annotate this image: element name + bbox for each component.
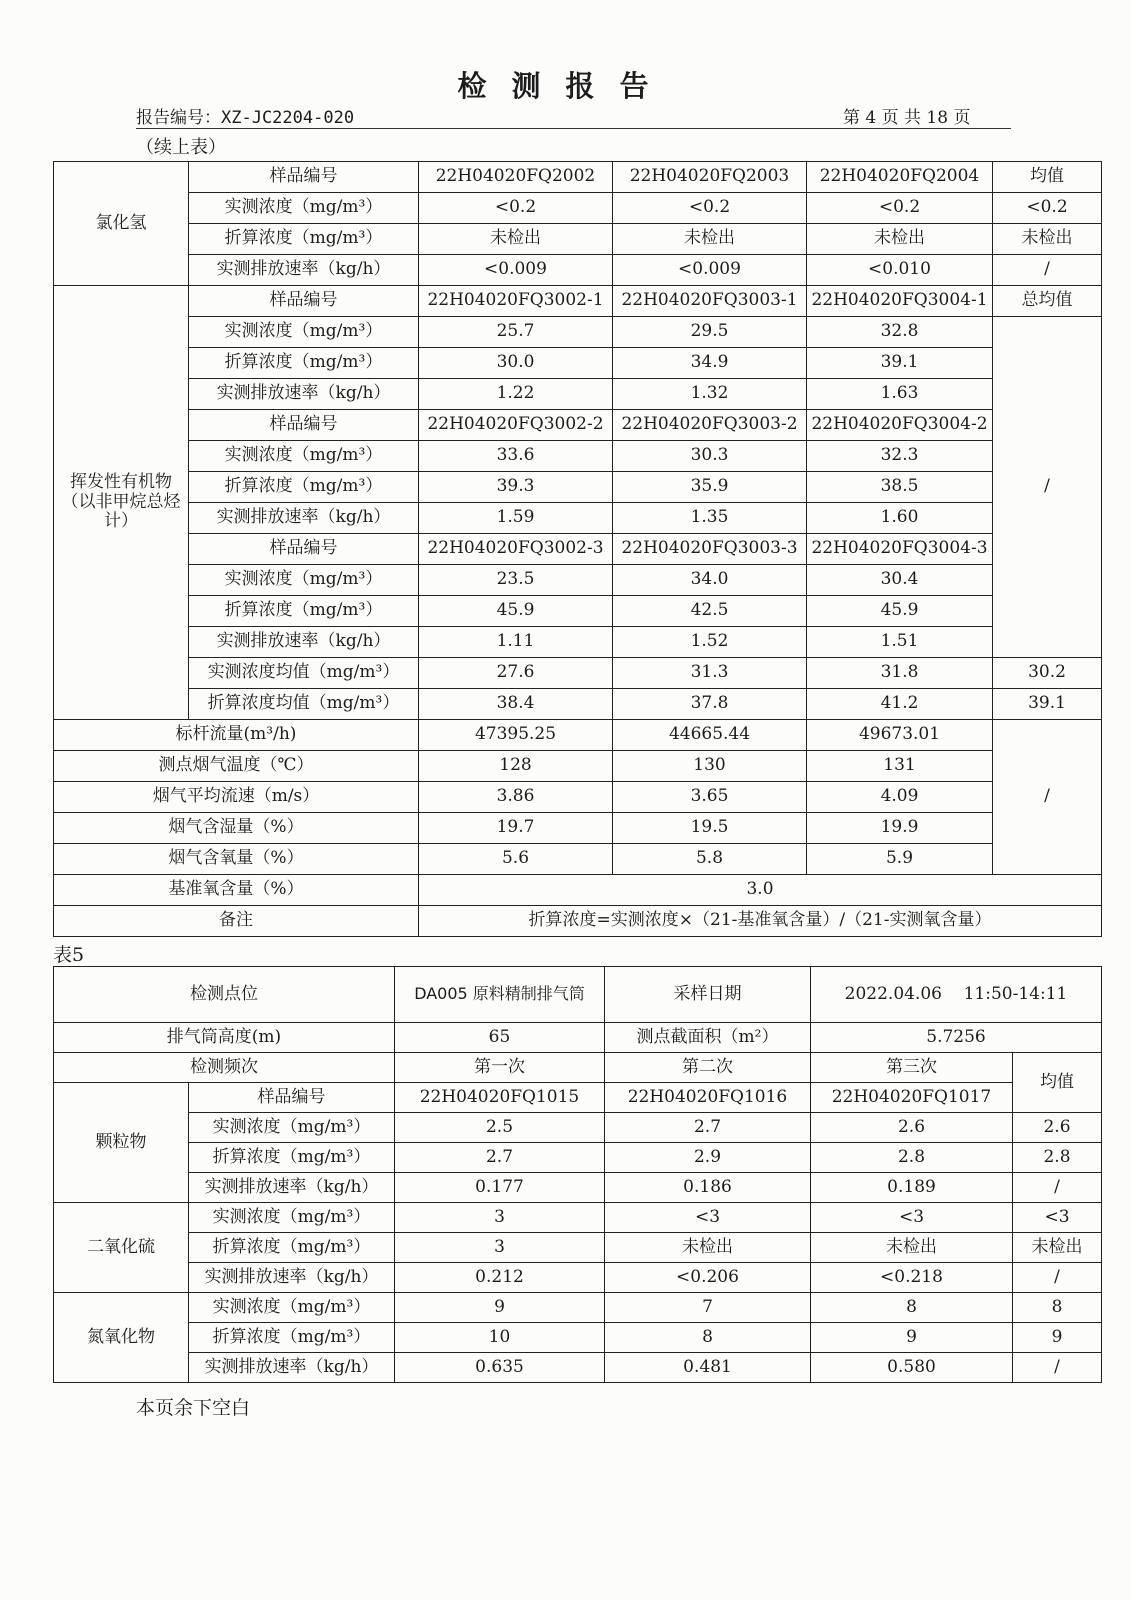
table-cell: 2.8 — [811, 1143, 1013, 1173]
table-cell: 0.580 — [811, 1353, 1013, 1383]
row-label: 折算浓度（mg/m³） — [189, 472, 419, 503]
continued-note: （续上表） — [136, 137, 226, 158]
row-label: 样品编号 — [189, 410, 419, 441]
table-cell: 9 — [811, 1323, 1013, 1353]
table-cell: 29.5 — [613, 317, 807, 348]
sample-id: 22H04020FQ2002 — [419, 162, 613, 193]
table-cell: 130 — [613, 751, 807, 782]
table-cell: 未检出 — [1013, 1233, 1102, 1263]
table-cell: 30.3 — [613, 441, 807, 472]
table-cell: 39.3 — [419, 472, 613, 503]
row-label: 烟气含湿量（%） — [54, 813, 419, 844]
row-label: 实测排放速率（kg/h） — [189, 503, 419, 534]
table-cell: 32.3 — [807, 441, 993, 472]
table-row — [54, 410, 1102, 441]
table-cell: 35.9 — [613, 472, 807, 503]
table-cell: 38.5 — [807, 472, 993, 503]
row-label: 折算浓度（mg/m³） — [189, 1323, 395, 1353]
table-row — [54, 1113, 1102, 1143]
table-row — [54, 224, 1102, 255]
table-row — [54, 286, 1102, 317]
table-row — [54, 813, 1102, 844]
table-cell: 0.189 — [811, 1173, 1013, 1203]
table-cell: 3.65 — [613, 782, 807, 813]
table-cell: 128 — [419, 751, 613, 782]
table-cell: 2.7 — [395, 1143, 605, 1173]
table-cell: 1.35 — [613, 503, 807, 534]
cross-section-area: 5.7256 — [811, 1023, 1102, 1053]
row-label: 采样日期 — [605, 967, 811, 1023]
table-cell: <0.010 — [807, 255, 993, 286]
table-cell: 1.51 — [807, 627, 993, 658]
sample-id: 22H04020FQ3002-3 — [419, 534, 613, 565]
table-cell: 3 — [395, 1233, 605, 1263]
row-label: 实测浓度（mg/m³） — [189, 565, 419, 596]
row-label: 样品编号 — [189, 534, 419, 565]
table-cell: 41.2 — [807, 689, 993, 720]
table-cell: 2.5 — [395, 1113, 605, 1143]
table-cell: 1.11 — [419, 627, 613, 658]
table-cell: 8 — [811, 1293, 1013, 1323]
table-cell: 45.9 — [807, 596, 993, 627]
table-cell: 33.6 — [419, 441, 613, 472]
table-cell: 未检出 — [993, 224, 1102, 255]
pollutant-name-particulate: 颗粒物 — [54, 1083, 189, 1203]
row-label: 样品编号 — [189, 286, 419, 317]
table-cell: 27.6 — [419, 658, 613, 689]
sample-id: 22H04020FQ3004-3 — [807, 534, 993, 565]
table-row — [54, 596, 1102, 627]
table-cell: 25.7 — [419, 317, 613, 348]
table-cell: 31.3 — [613, 658, 807, 689]
table-row — [54, 875, 1102, 906]
row-label: 折算浓度（mg/m³） — [189, 596, 419, 627]
pollutant-name-hcl: 氯化氢 — [54, 162, 189, 286]
table-cell: 5.6 — [419, 844, 613, 875]
table-cell: 0.635 — [395, 1353, 605, 1383]
table-row — [54, 1173, 1102, 1203]
pollutant-name-so2: 二氧化硫 — [54, 1203, 189, 1293]
table-row — [54, 472, 1102, 503]
table-cell: <0.2 — [419, 193, 613, 224]
row-label: 实测排放速率（kg/h） — [189, 627, 419, 658]
table-cell: 5.9 — [807, 844, 993, 875]
table-row — [54, 503, 1102, 534]
sample-id: 22H04020FQ1015 — [395, 1083, 605, 1113]
sample-id: 22H04020FQ3003-3 — [613, 534, 807, 565]
run-header: 第一次 — [395, 1053, 605, 1083]
table-cell: 31.8 — [807, 658, 993, 689]
row-label: 实测浓度（mg/m³） — [189, 1293, 395, 1323]
table-row — [54, 689, 1102, 720]
row-label: 实测浓度（mg/m³） — [189, 193, 419, 224]
table-cell: 未检出 — [419, 224, 613, 255]
mean-header: 均值 — [993, 162, 1102, 193]
row-label: 烟气含氧量（%） — [54, 844, 419, 875]
row-label: 测点截面积（m²） — [605, 1023, 811, 1053]
table-cell: 49673.01 — [807, 720, 993, 751]
table-cell: <0.009 — [613, 255, 807, 286]
table-cell: / — [1013, 1263, 1102, 1293]
table-row — [54, 844, 1102, 875]
row-label: 实测排放速率（kg/h） — [189, 379, 419, 410]
table-row — [54, 193, 1102, 224]
table-cell: 7 — [605, 1293, 811, 1323]
table-row — [54, 1353, 1102, 1383]
table-cell: 1.60 — [807, 503, 993, 534]
table-cell: 0.177 — [395, 1173, 605, 1203]
table-cell: 2.6 — [1013, 1113, 1102, 1143]
table-cell: 42.5 — [613, 596, 807, 627]
table-cell: 8 — [605, 1323, 811, 1353]
remark-formula: 折算浓度=实测浓度×（21-基准氧含量）/（21-实测氧含量） — [419, 906, 1102, 937]
table-cell: 19.5 — [613, 813, 807, 844]
table-cell: 47395.25 — [419, 720, 613, 751]
table-cell: 30.4 — [807, 565, 993, 596]
table-row — [54, 565, 1102, 596]
table-cell: <0.206 — [605, 1263, 811, 1293]
table-row — [54, 1293, 1102, 1323]
table-cell: 1.63 — [807, 379, 993, 410]
table-cell: / — [1013, 1353, 1102, 1383]
table-cell: 10 — [395, 1323, 605, 1353]
header-divider — [136, 128, 1011, 129]
table-row — [54, 1203, 1102, 1233]
row-label: 样品编号 — [189, 162, 419, 193]
table-cell: 2.6 — [811, 1113, 1013, 1143]
table-row — [54, 1323, 1102, 1353]
row-label: 折算浓度均值（mg/m³） — [189, 689, 419, 720]
row-label: 折算浓度（mg/m³） — [189, 1143, 395, 1173]
table-row — [54, 720, 1102, 751]
report-title: 检测报告 — [457, 69, 674, 103]
table-cell: 0.186 — [605, 1173, 811, 1203]
table-row — [54, 627, 1102, 658]
table-row — [54, 782, 1102, 813]
pollutant-name-voc: 挥发性有机物（以非甲烷总烃计） — [54, 286, 189, 720]
table-cell: 3.0 — [419, 875, 1102, 906]
table-cell: 44665.44 — [613, 720, 807, 751]
table-row — [54, 255, 1102, 286]
table-cell: 1.52 — [613, 627, 807, 658]
table-row — [54, 441, 1102, 472]
sample-id: 22H04020FQ1017 — [811, 1083, 1013, 1113]
sampling-date: 2022.04.06 11:50-14:11 — [811, 967, 1102, 1023]
table-cell: 4.09 — [807, 782, 993, 813]
table-cell: 39.1 — [993, 689, 1102, 720]
table-cell: 39.1 — [807, 348, 993, 379]
run-header: 第二次 — [605, 1053, 811, 1083]
table-row — [54, 379, 1102, 410]
monitoring-point: DA005 原料精制排气筒 — [395, 967, 605, 1023]
sample-id: 22H04020FQ3004-1 — [807, 286, 993, 317]
table-row — [54, 348, 1102, 379]
row-label: 测点烟气温度（℃） — [54, 751, 419, 782]
row-label: 实测浓度（mg/m³） — [189, 441, 419, 472]
table-cell: / — [993, 720, 1102, 875]
sample-id: 22H04020FQ2004 — [807, 162, 993, 193]
sample-id: 22H04020FQ3002-1 — [419, 286, 613, 317]
row-label: 折算浓度（mg/m³） — [189, 348, 419, 379]
table-cell: <3 — [1013, 1203, 1102, 1233]
table-cell: 3.86 — [419, 782, 613, 813]
table-cell: 1.32 — [613, 379, 807, 410]
table-cell: 8 — [1013, 1293, 1102, 1323]
sample-id: 22H04020FQ1016 — [605, 1083, 811, 1113]
emission-table-5 — [53, 966, 1102, 1383]
table-cell: 1.59 — [419, 503, 613, 534]
page-footer-note: 本页余下空白 — [136, 1397, 251, 1419]
run-header: 第三次 — [811, 1053, 1013, 1083]
table-row — [54, 1263, 1102, 1293]
table-row — [54, 751, 1102, 782]
emission-table-continued — [53, 161, 1102, 937]
table-cell: 1.22 — [419, 379, 613, 410]
row-label: 检测点位 — [54, 967, 395, 1023]
table-cell: 2.8 — [1013, 1143, 1102, 1173]
sample-id: 22H04020FQ3002-2 — [419, 410, 613, 441]
table-cell: / — [993, 255, 1102, 286]
table-cell: 30.0 — [419, 348, 613, 379]
table-cell: <3 — [811, 1203, 1013, 1233]
table-cell: 19.9 — [807, 813, 993, 844]
table-cell: 19.7 — [419, 813, 613, 844]
table-cell: <0.2 — [613, 193, 807, 224]
table-cell: 2.7 — [605, 1113, 811, 1143]
row-label: 标杆流量(m³/h) — [54, 720, 419, 751]
row-label: 备注 — [54, 906, 419, 937]
page-info: 第 4 页 共 18 页 — [843, 108, 971, 128]
row-label: 实测排放速率（kg/h） — [189, 255, 419, 286]
table-cell: 3 — [395, 1203, 605, 1233]
row-label: 折算浓度（mg/m³） — [189, 1233, 395, 1263]
table-cell: 2.9 — [605, 1143, 811, 1173]
table-caption: 表5 — [53, 944, 85, 966]
table-cell: 未检出 — [613, 224, 807, 255]
table-cell: 131 — [807, 751, 993, 782]
table-cell: <0.009 — [419, 255, 613, 286]
row-label: 排气筒高度(m) — [54, 1023, 395, 1053]
table-cell: 未检出 — [807, 224, 993, 255]
sample-id: 22H04020FQ3004-2 — [807, 410, 993, 441]
row-label: 实测浓度（mg/m³） — [189, 1113, 395, 1143]
row-label: 实测浓度（mg/m³） — [189, 1203, 395, 1233]
table-row — [54, 967, 1102, 1023]
table-row — [54, 1023, 1102, 1053]
pollutant-name-nox: 氮氧化物 — [54, 1293, 189, 1383]
table-cell: 5.8 — [613, 844, 807, 875]
table-cell: 32.8 — [807, 317, 993, 348]
table-row — [54, 162, 1102, 193]
row-label: 基准氧含量（%） — [54, 875, 419, 906]
row-label: 实测排放速率（kg/h） — [189, 1353, 395, 1383]
table-cell: 未检出 — [811, 1233, 1013, 1263]
table-row — [54, 1083, 1102, 1113]
table-cell: 0.212 — [395, 1263, 605, 1293]
table-row — [54, 1053, 1102, 1083]
report-number: 报告编号：XZ-JC2204-020 — [136, 108, 355, 128]
table-cell: <0.218 — [811, 1263, 1013, 1293]
table-cell: <3 — [605, 1203, 811, 1233]
sample-id: 22H04020FQ3003-2 — [613, 410, 807, 441]
table-cell: <0.2 — [807, 193, 993, 224]
table-row — [54, 317, 1102, 348]
table-row — [54, 906, 1102, 937]
table-cell: 0.481 — [605, 1353, 811, 1383]
stack-height: 65 — [395, 1023, 605, 1053]
table-row — [54, 1233, 1102, 1263]
table-cell: 34.0 — [613, 565, 807, 596]
table-cell: 9 — [1013, 1323, 1102, 1353]
sample-id: 22H04020FQ2003 — [613, 162, 807, 193]
row-label: 实测排放速率（kg/h） — [189, 1263, 395, 1293]
row-label: 实测浓度均值（mg/m³） — [189, 658, 419, 689]
row-label: 实测浓度（mg/m³） — [189, 317, 419, 348]
table-cell: / — [993, 317, 1102, 658]
row-label: 折算浓度（mg/m³） — [189, 224, 419, 255]
sample-id: 22H04020FQ3003-1 — [613, 286, 807, 317]
table-cell: 9 — [395, 1293, 605, 1323]
table-row — [54, 1143, 1102, 1173]
row-label: 检测频次 — [54, 1053, 395, 1083]
table-cell: / — [1013, 1173, 1102, 1203]
table-cell: 45.9 — [419, 596, 613, 627]
row-label: 实测排放速率（kg/h） — [189, 1173, 395, 1203]
table-cell: <0.2 — [993, 193, 1102, 224]
row-label: 烟气平均流速（m/s） — [54, 782, 419, 813]
table-cell: 38.4 — [419, 689, 613, 720]
table-row — [54, 658, 1102, 689]
mean-header: 均值 — [1013, 1053, 1102, 1113]
total-mean-header: 总均值 — [993, 286, 1102, 317]
table-cell: 未检出 — [605, 1233, 811, 1263]
table-cell: 30.2 — [993, 658, 1102, 689]
table-cell: 34.9 — [613, 348, 807, 379]
table-cell: 23.5 — [419, 565, 613, 596]
table-cell: 37.8 — [613, 689, 807, 720]
table-row — [54, 534, 1102, 565]
row-label: 样品编号 — [189, 1083, 395, 1113]
